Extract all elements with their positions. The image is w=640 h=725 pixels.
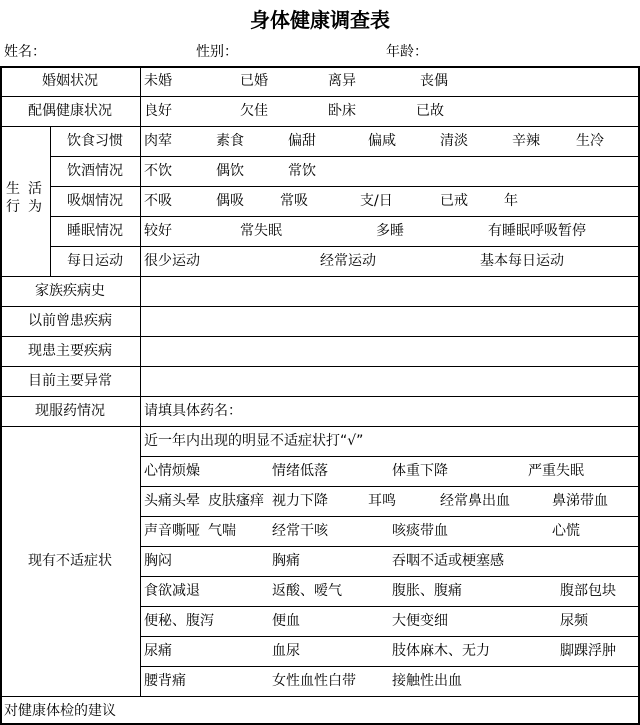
current-abnormal-label: 目前主要异常 [28,373,112,389]
option-item: 生冷 [576,133,604,149]
option-item: 经常运动 [320,253,376,269]
symptom-item: 便秘、腹泻 [144,613,214,629]
option-item: 偶饮 [216,163,244,179]
table-row-divider [0,696,639,697]
option-item: 很少运动 [144,253,200,269]
option-item: 偏咸 [368,133,396,149]
symptom-item: 接触性出血 [392,673,462,689]
lifestyle-sub-label: 饮食习惯 [67,133,123,149]
option-item: 较好 [144,223,172,239]
symptom-item: 腹部包块 [560,583,616,599]
lifestyle-group-label-char: 生 [6,181,20,197]
option-item: 常吸 [280,193,308,209]
table-row-divider [0,396,639,397]
table-row-divider [140,516,639,517]
option-item: 良好 [144,103,172,119]
symptom-item: 鼻涕带血 [552,493,608,509]
symptom-item: 体重下降 [392,463,448,479]
table-row-divider [0,276,639,277]
medication-label: 现服药情况 [35,403,105,419]
symptom-item: 皮肤瘙痒 [208,493,264,509]
option-item: 偏甜 [288,133,316,149]
table-row-divider [0,336,639,337]
symptom-item: 心情烦燥 [144,463,200,479]
option-item: 有睡眠呼吸暂停 [488,223,586,239]
gender-label: 性别： [196,44,238,60]
symptom-item: 尿频 [560,613,588,629]
family-history-label: 家族疾病史 [35,283,105,299]
option-item: 卧床 [328,103,356,119]
option-item: 素食 [216,133,244,149]
table-row-divider [0,66,640,68]
marital-status-label: 婚姻状况 [42,73,98,89]
symptom-item: 咳痰带血 [392,523,448,539]
age-label: 年龄： [386,44,428,60]
table-row-divider [50,216,639,217]
symptoms-label: 现有不适症状 [28,553,112,569]
option-item: 离异 [328,73,356,89]
symptom-item: 视力下降 [272,493,328,509]
symptom-item: 情绪低落 [272,463,328,479]
past-illness-label: 以前曾患疾病 [28,313,112,329]
option-item: 清淡 [440,133,468,149]
symptom-item: 经常鼻出血 [440,493,510,509]
table-row-divider [0,426,639,427]
table-row-divider [140,606,639,607]
symptom-item: 严重失眠 [528,463,584,479]
current-illness-label: 现患主要疾病 [28,343,112,359]
spouse-health-label: 配偶健康状况 [28,103,112,119]
symptoms-instruction: 近一年内出现的明显不适症状打“√” [144,433,364,449]
option-item: 多睡 [376,223,404,239]
table-row-divider [140,666,639,667]
symptom-item: 便血 [272,613,300,629]
option-item: 未婚 [144,73,172,89]
lifestyle-sub-label: 饮酒情况 [67,163,123,179]
table-row-divider [50,156,639,157]
table-row-divider [0,96,639,97]
table-row-divider [140,546,639,547]
symptom-item: 尿痛 [144,643,172,659]
lifestyle-group-label-char: 活 [28,181,42,197]
symptom-item: 返酸、嗳气 [272,583,342,599]
option-item: 已戒 [440,193,468,209]
symptom-item: 女性血性白带 [272,673,356,689]
table-row-divider [0,126,639,127]
option-item: 丧偶 [420,73,448,89]
lifestyle-group-label-char: 行 [6,199,20,215]
symptom-item: 脚踝浮肿 [560,643,616,659]
table-row-divider [50,246,639,247]
option-item: 支/日 [360,193,393,209]
page-title: 身体健康调查表 [250,8,390,32]
symptom-item: 肢体麻木、无力 [392,643,490,659]
table-column-divider [140,66,141,696]
table-row-divider [0,366,639,367]
table-row-divider [140,456,639,457]
option-item: 偶吸 [216,193,244,209]
symptom-item: 胸闷 [144,553,172,569]
symptom-item: 经常干咳 [272,523,328,539]
symptom-item: 胸痛 [272,553,300,569]
lifestyle-sub-label: 每日运动 [67,253,123,269]
option-item: 常饮 [288,163,316,179]
lifestyle-sub-label: 吸烟情况 [67,193,123,209]
option-item: 已婚 [240,73,268,89]
medication-hint: 请填具体药名： [144,403,242,419]
symptom-item: 腹胀、腹痛 [392,583,462,599]
option-item: 肉荤 [144,133,172,149]
option-item: 不吸 [144,193,172,209]
lifestyle-sub-label: 睡眠情况 [67,223,123,239]
symptom-item: 心慌 [552,523,580,539]
symptom-item: 食欲减退 [144,583,200,599]
option-item: 已故 [416,103,444,119]
table-row-divider [0,306,639,307]
symptom-item: 大便变细 [392,613,448,629]
option-item: 常失眠 [240,223,282,239]
option-item: 年 [504,193,518,209]
symptom-item: 吞咽不适或梗塞感 [392,553,504,569]
table-row-divider [140,636,639,637]
table-row-divider [140,576,639,577]
symptom-item: 声音嘶哑 [144,523,200,539]
symptom-item: 气喘 [208,523,236,539]
advice-label: 对健康体检的建议 [4,702,116,719]
name-label: 姓名： [4,44,46,60]
option-item: 辛辣 [512,133,540,149]
symptom-item: 血尿 [272,643,300,659]
option-item: 欠佳 [240,103,268,119]
symptom-item: 头痛头晕 [144,493,200,509]
table-row-divider [140,486,639,487]
option-item: 不饮 [144,163,172,179]
symptom-item: 腰背痛 [144,673,186,689]
lifestyle-group-label-char: 为 [28,199,42,215]
symptom-item: 耳鸣 [368,493,396,509]
table-row-divider [50,186,639,187]
option-item: 基本每日运动 [480,253,564,269]
